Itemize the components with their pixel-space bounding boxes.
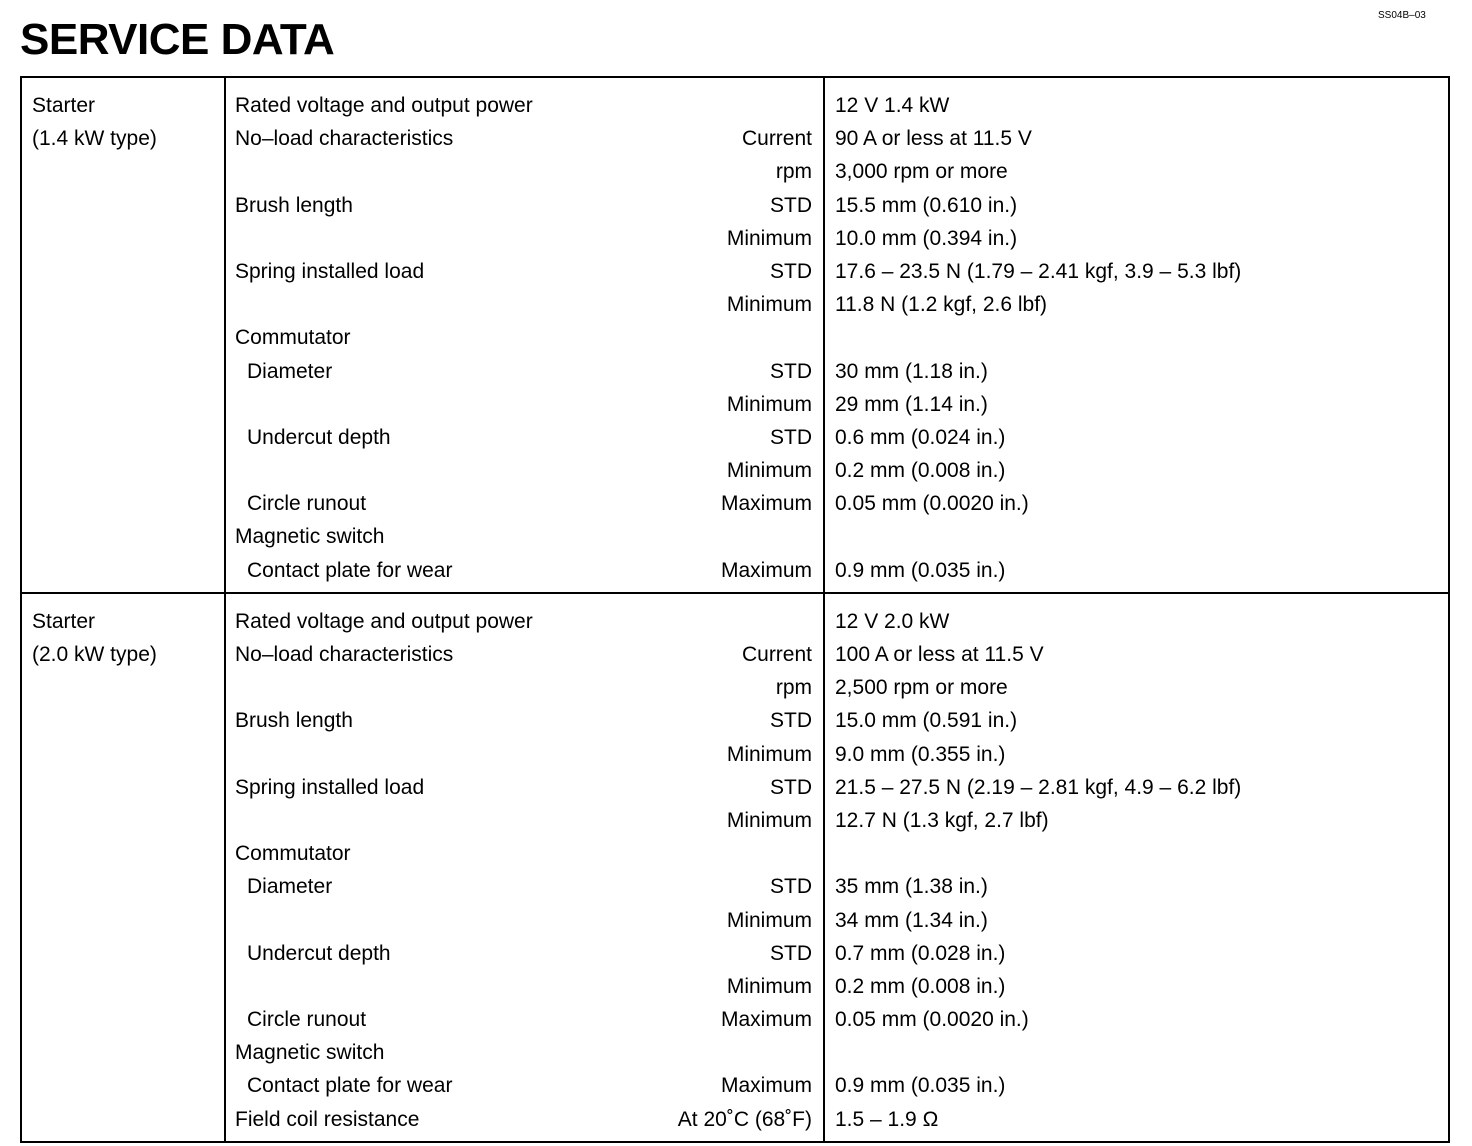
spec-qualifier: Maximum (720, 1074, 812, 1098)
spec-item-label: Undercut depth (247, 941, 391, 965)
spec-value: 12 V 1.4 kW (835, 94, 950, 117)
spec-qualifier: Minimum (726, 808, 812, 832)
spec-row (226, 870, 823, 903)
spec-row (226, 837, 823, 870)
spec-row (226, 487, 823, 520)
spec-row (226, 1003, 823, 1036)
spec-row (226, 804, 823, 837)
spec-row (226, 738, 823, 771)
spec-value (825, 321, 1448, 354)
spec-qualifier: Current (741, 127, 812, 151)
spec-value: 0.6 mm (0.024 in.) (835, 425, 1006, 449)
spec-item-label: Brush length (235, 709, 353, 733)
spec-item-label: Commutator (235, 326, 351, 350)
spec-value: 0.2 mm (0.008 in.) (835, 974, 1006, 998)
spec-row (226, 1103, 823, 1136)
spec-value: 9.0 mm (0.355 in.) (835, 742, 1006, 766)
spec-value: 30 mm (1.18 in.) (835, 359, 988, 383)
spec-qualifier: STD (770, 425, 812, 449)
spec-value: 21.5 – 27.5 N (2.19 – 2.81 kgf, 4.9 – 6.2 lbf) (835, 775, 1242, 799)
spec-qualifier: Minimum (726, 293, 812, 317)
spec-value: 0.7 mm (0.028 in.) (835, 941, 1006, 965)
spec-value: 1.5 – 1.9 Ω (835, 1107, 939, 1131)
spec-qualifier: STD (770, 259, 812, 283)
spec-qualifier: Maximum (720, 1008, 812, 1032)
service-data-table (20, 76, 1450, 1143)
spec-qualifier: Minimum (726, 459, 812, 483)
value-column (825, 594, 1448, 1141)
spec-item-label: Rated voltage and output power (235, 609, 533, 633)
spec-qualifier: rpm (775, 160, 812, 184)
starter-section (22, 592, 1448, 1141)
spec-row (226, 222, 823, 255)
spec-item-label: Circle runout (247, 1008, 367, 1032)
spec-qualifier: STD (770, 193, 812, 217)
spec-row (226, 189, 823, 222)
spec-value (825, 837, 1448, 870)
spec-item-label: Magnetic switch (235, 1041, 385, 1065)
spec-qualifier: rpm (775, 676, 812, 700)
spec-qualifier: Maximum (720, 558, 812, 582)
spec-item-label (235, 970, 247, 1003)
spec-qualifier: Minimum (726, 908, 812, 932)
spec-item-label: Commutator (235, 842, 351, 866)
spec-row (226, 1069, 823, 1102)
item-column (226, 78, 825, 592)
spec-row (226, 554, 823, 587)
spec-item-label: No–load characteristics (235, 127, 454, 151)
spec-item-label: Spring installed load (235, 259, 425, 283)
item-column (226, 594, 825, 1141)
spec-value: 15.0 mm (0.591 in.) (835, 709, 1018, 733)
spec-value: 100 A or less at 11.5 V (835, 643, 1044, 666)
section-label-line: (1.4 kW type) (32, 127, 157, 151)
spec-qualifier: Minimum (726, 742, 812, 766)
spec-value: 11.8 N (1.2 kgf, 2.6 lbf) (835, 293, 1048, 317)
spec-item-label (235, 388, 247, 421)
spec-value: 0.05 mm (0.0020 in.) (835, 492, 1029, 516)
spec-item-label: Diameter (247, 875, 333, 899)
spec-qualifier: STD (770, 775, 812, 799)
spec-row (226, 255, 823, 288)
spec-value (825, 520, 1448, 553)
spec-value: 12 V 2.0 kW (835, 609, 950, 633)
spec-qualifier: Minimum (726, 226, 812, 250)
spec-value: 0.9 mm (0.035 in.) (835, 1074, 1006, 1098)
spec-qualifier: STD (770, 941, 812, 965)
spec-row (226, 155, 823, 188)
spec-row (226, 388, 823, 421)
spec-row (226, 122, 823, 155)
spec-row (226, 89, 823, 122)
spec-value: 0.05 mm (0.0020 in.) (835, 1008, 1029, 1032)
spec-item-label: Diameter (247, 359, 333, 383)
spec-item-label: Rated voltage and output power (235, 94, 533, 117)
spec-row (226, 638, 823, 671)
spec-row (226, 454, 823, 487)
section-label-line: Starter (32, 94, 96, 117)
spec-row (226, 355, 823, 388)
spec-row (226, 704, 823, 737)
spec-value: 15.5 mm (0.610 in.) (835, 193, 1018, 217)
spec-value: 10.0 mm (0.394 in.) (835, 226, 1018, 250)
value-column (825, 78, 1448, 592)
spec-row (226, 421, 823, 454)
spec-row (226, 937, 823, 970)
spec-value: 90 A or less at 11.5 V (835, 127, 1032, 151)
spec-row (226, 288, 823, 321)
spec-item-label: Magnetic switch (235, 525, 385, 549)
spec-item-label (235, 904, 247, 937)
spec-row (226, 605, 823, 638)
spec-qualifier: Maximum (720, 492, 812, 516)
spec-item-label (235, 454, 247, 487)
spec-value: 3,000 rpm or more (835, 160, 1008, 184)
document-code: SS04B–03 (1378, 10, 1426, 21)
spec-value: 0.9 mm (0.035 in.) (835, 558, 1006, 582)
spec-value: 17.6 – 23.5 N (1.79 – 2.41 kgf, 3.9 – 5.3 lbf) (835, 259, 1242, 283)
spec-qualifier: Minimum (726, 392, 812, 416)
section-label (22, 594, 226, 1141)
spec-row (226, 1036, 823, 1069)
spec-item-label: Brush length (235, 193, 353, 217)
spec-row (226, 520, 823, 553)
section-label-line: (2.0 kW type) (32, 643, 157, 667)
spec-value: 29 mm (1.14 in.) (835, 392, 988, 416)
spec-item-label: No–load characteristics (235, 643, 454, 666)
spec-value: 2,500 rpm or more (835, 676, 1008, 700)
spec-qualifier: At 20˚C (68˚F) (677, 1107, 812, 1131)
spec-item-label: Contact plate for wear (247, 1074, 453, 1098)
spec-item-label: Contact plate for wear (247, 558, 453, 582)
spec-value (825, 1036, 1448, 1069)
page-title: SERVICE DATA (20, 15, 335, 64)
spec-row (226, 771, 823, 804)
section-label-line: Starter (32, 609, 96, 633)
spec-qualifier: Current (741, 643, 812, 666)
spec-item-label: Spring installed load (235, 775, 425, 799)
spec-qualifier: STD (770, 875, 812, 899)
spec-qualifier: Minimum (726, 974, 812, 998)
spec-value: 35 mm (1.38 in.) (835, 875, 988, 899)
spec-row (226, 671, 823, 704)
spec-value: 0.2 mm (0.008 in.) (835, 459, 1006, 483)
spec-row (226, 321, 823, 354)
spec-row (226, 970, 823, 1003)
starter-section (22, 78, 1448, 592)
spec-qualifier: STD (770, 359, 812, 383)
section-label (22, 78, 226, 592)
spec-row (226, 904, 823, 937)
spec-item-label: Undercut depth (247, 425, 391, 449)
spec-value: 12.7 N (1.3 kgf, 2.7 lbf) (835, 808, 1049, 832)
spec-item-label: Circle runout (247, 492, 367, 516)
spec-value: 34 mm (1.34 in.) (835, 908, 988, 932)
spec-qualifier: STD (770, 709, 812, 733)
spec-item-label: Field coil resistance (235, 1107, 420, 1131)
